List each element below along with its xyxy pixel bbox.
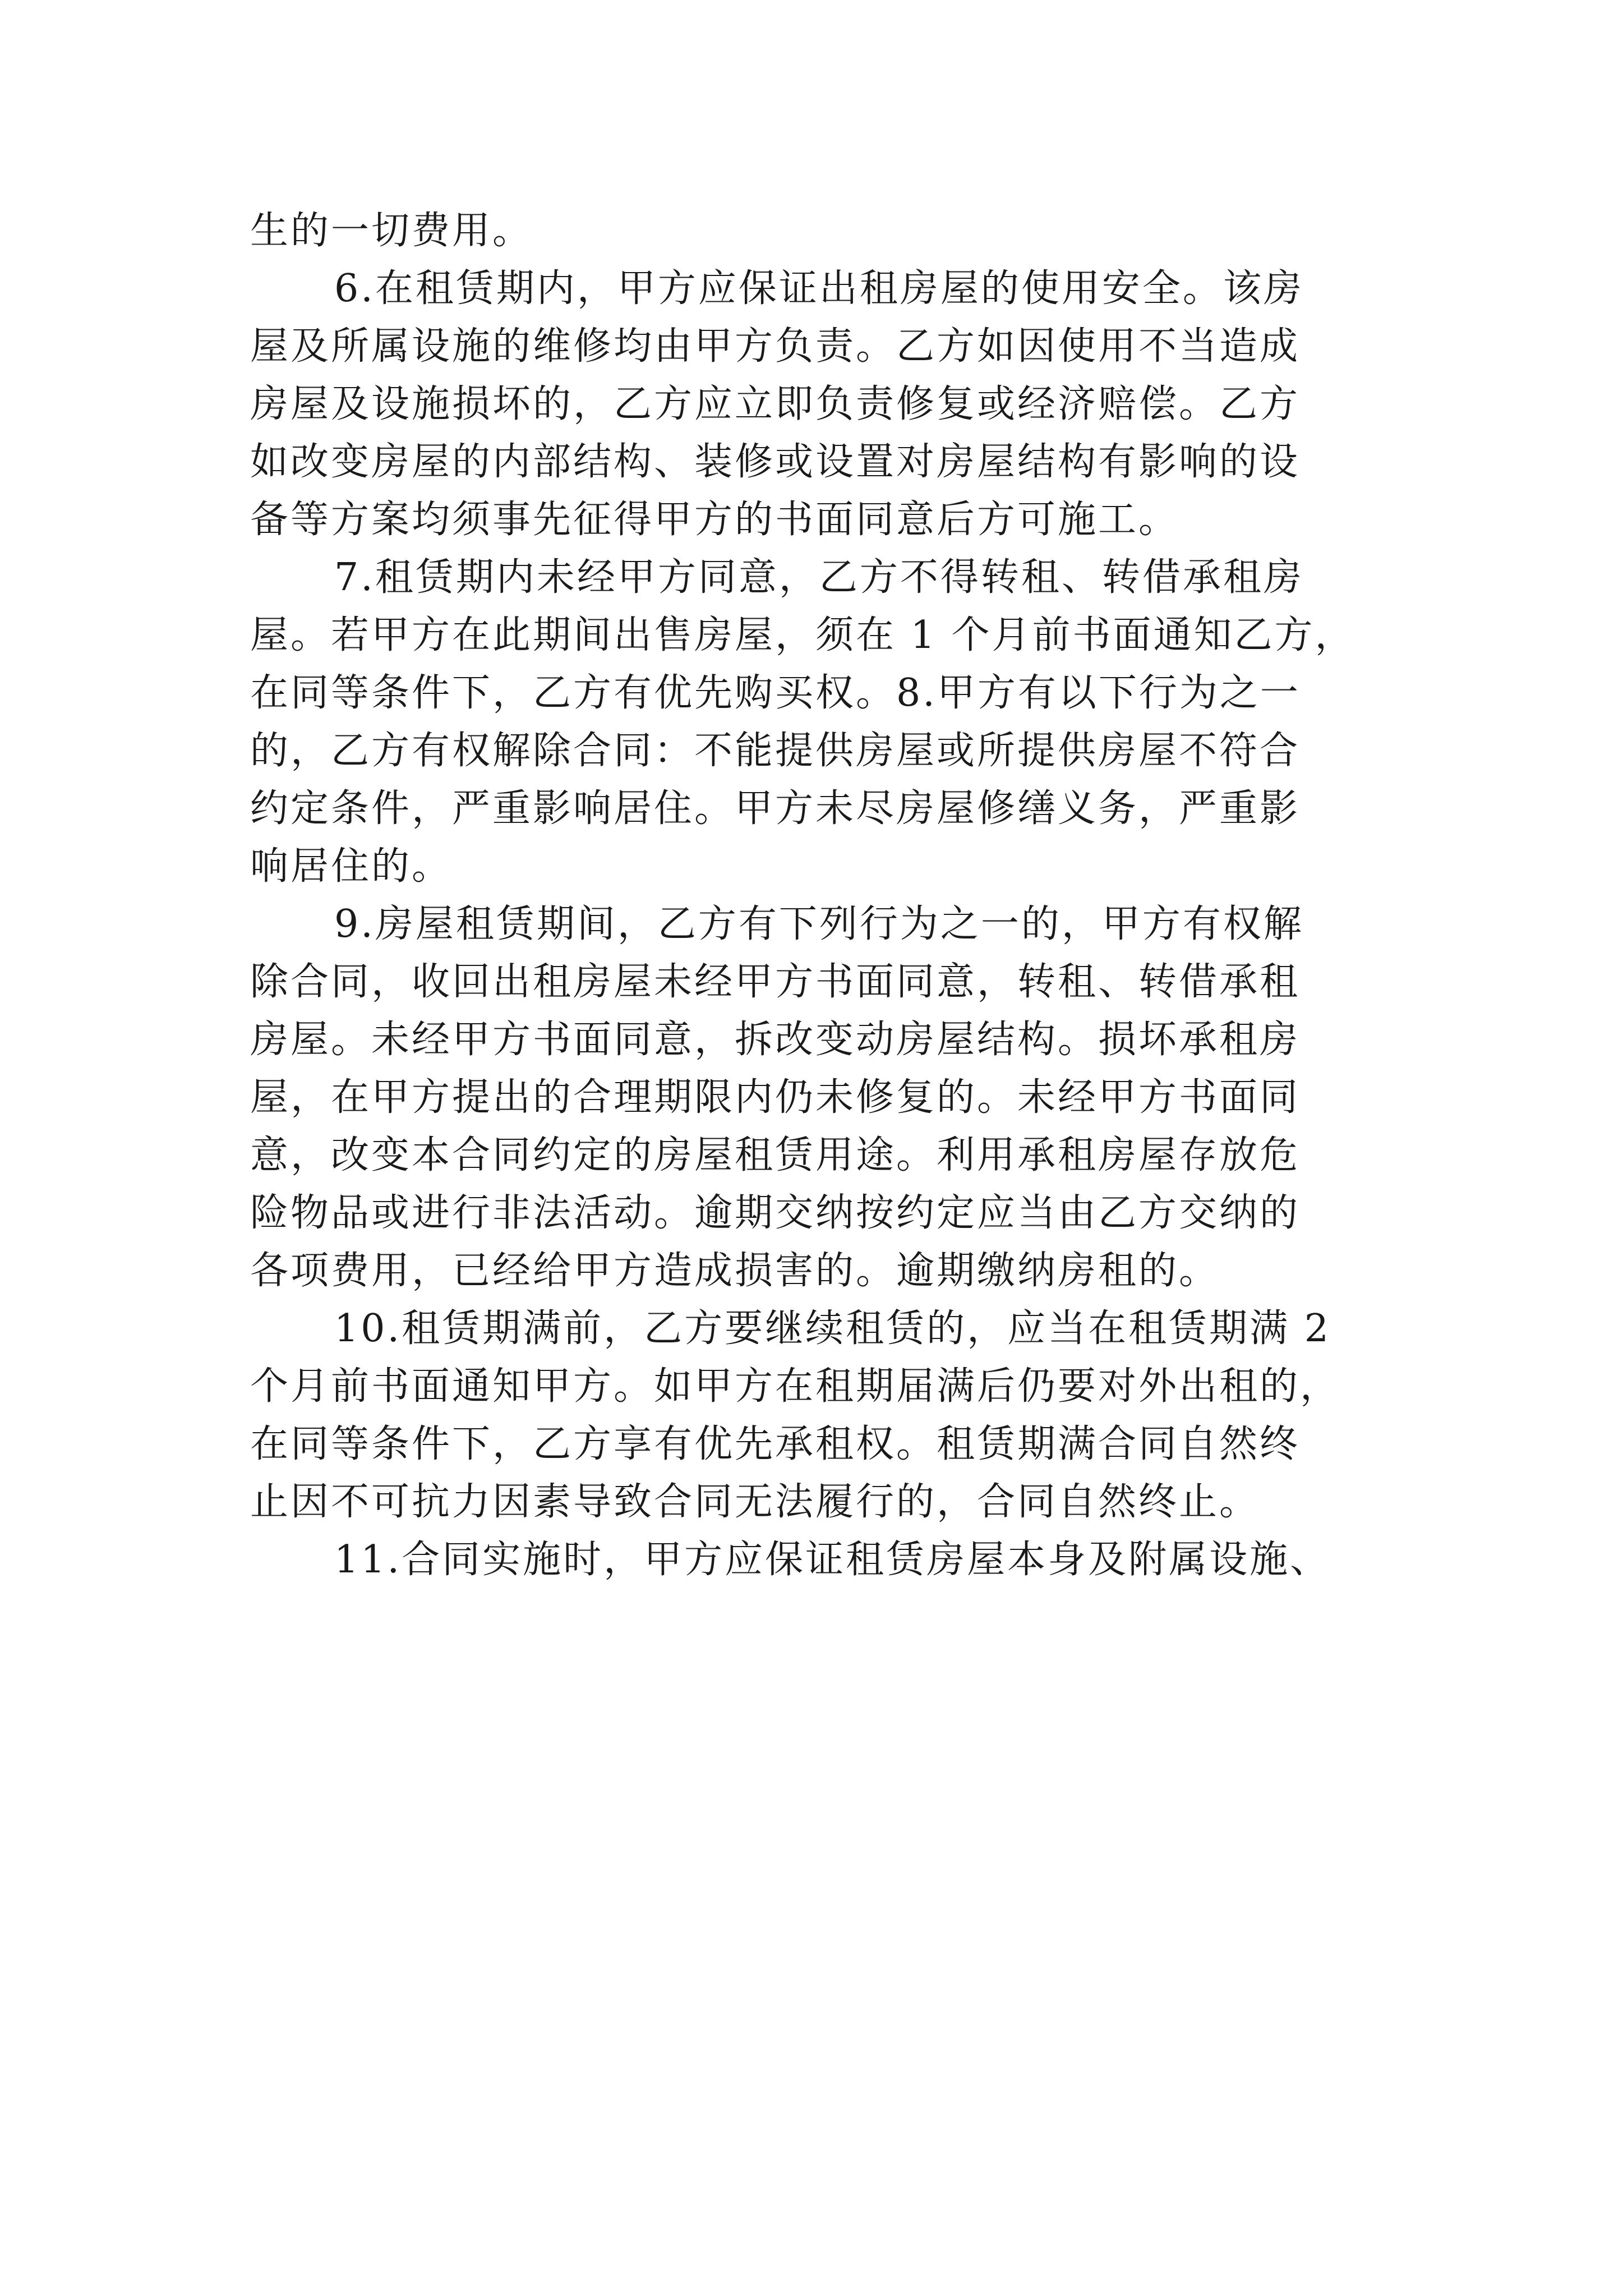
text-line-17: 意，改变本合同约定的房屋租赁用途。利用承租房屋存放危	[250, 1133, 1301, 1177]
text-line-11: 约定条件，严重影响居住。甲方未尽房屋修缮义务，严重影	[250, 786, 1301, 831]
text-line-15: 房屋。未经甲方书面同意，拆改变动房屋结构。损坏承租房	[250, 1018, 1301, 1062]
text-line-24: 11.合同实施时，甲方应保证租赁房屋本身及附属设施、	[334, 1538, 1331, 1582]
text-line-1: 生的一切费用。	[250, 209, 533, 253]
text-line-9: 在同等条件下，乙方有优先购买权。8.甲方有以下行为之一	[250, 671, 1301, 715]
text-line-22: 在同等条件下，乙方享有优先承租权。租赁期满合同自然终	[250, 1422, 1301, 1466]
text-line-19: 各项费用，已经给甲方造成损害的。逾期缴纳房租的。	[250, 1249, 1220, 1293]
text-line-13: 9.房屋租赁期间，乙方有下列行为之一的，甲方有权解	[334, 902, 1304, 946]
text-line-18: 险物品或进行非法活动。逾期交纳按约定应当由乙方交纳的	[250, 1191, 1301, 1235]
text-line-20: 10.租赁期满前，乙方要继续租赁的，应当在租赁期满 2	[334, 1306, 1331, 1351]
text-line-4: 房屋及设施损坏的，乙方应立即负责修复或经济赔偿。乙方	[250, 382, 1301, 426]
text-line-6: 备等方案均须事先征得甲方的书面同意后方可施工。	[250, 498, 1179, 542]
text-line-23: 止因不可抗力因素导致合同无法履行的，合同自然终止。	[250, 1480, 1260, 1524]
text-line-21: 个月前书面通知甲方。如甲方在租期届满后仍要对外出租的，	[250, 1364, 1341, 1409]
text-line-12: 响居住的。	[250, 844, 453, 889]
text-line-5: 如改变房屋的内部结构、装修或设置对房屋结构有影响的设	[250, 440, 1301, 484]
text-line-14: 除合同，收回出租房屋未经甲方书面同意，转租、转借承租	[250, 960, 1301, 1004]
text-line-3: 屋及所属设施的维修均由甲方负责。乙方如因使用不当造成	[250, 324, 1301, 369]
text-line-7: 7.租赁期内未经甲方同意，乙方不得转租、转借承租房	[334, 555, 1304, 600]
text-line-10: 的，乙方有权解除合同：不能提供房屋或所提供房屋不符合	[250, 729, 1301, 773]
contract-text-block	[250, 202, 1389, 1589]
text-line-2: 6.在租赁期内，甲方应保证出租房屋的使用安全。该房	[334, 266, 1304, 311]
text-line-8: 屋。若甲方在此期间出售房屋，须在 1 个月前书面通知乙方，	[250, 613, 1355, 657]
text-line-16: 屋，在甲方提出的合理期限内仍未修复的。未经甲方书面同	[250, 1075, 1301, 1120]
